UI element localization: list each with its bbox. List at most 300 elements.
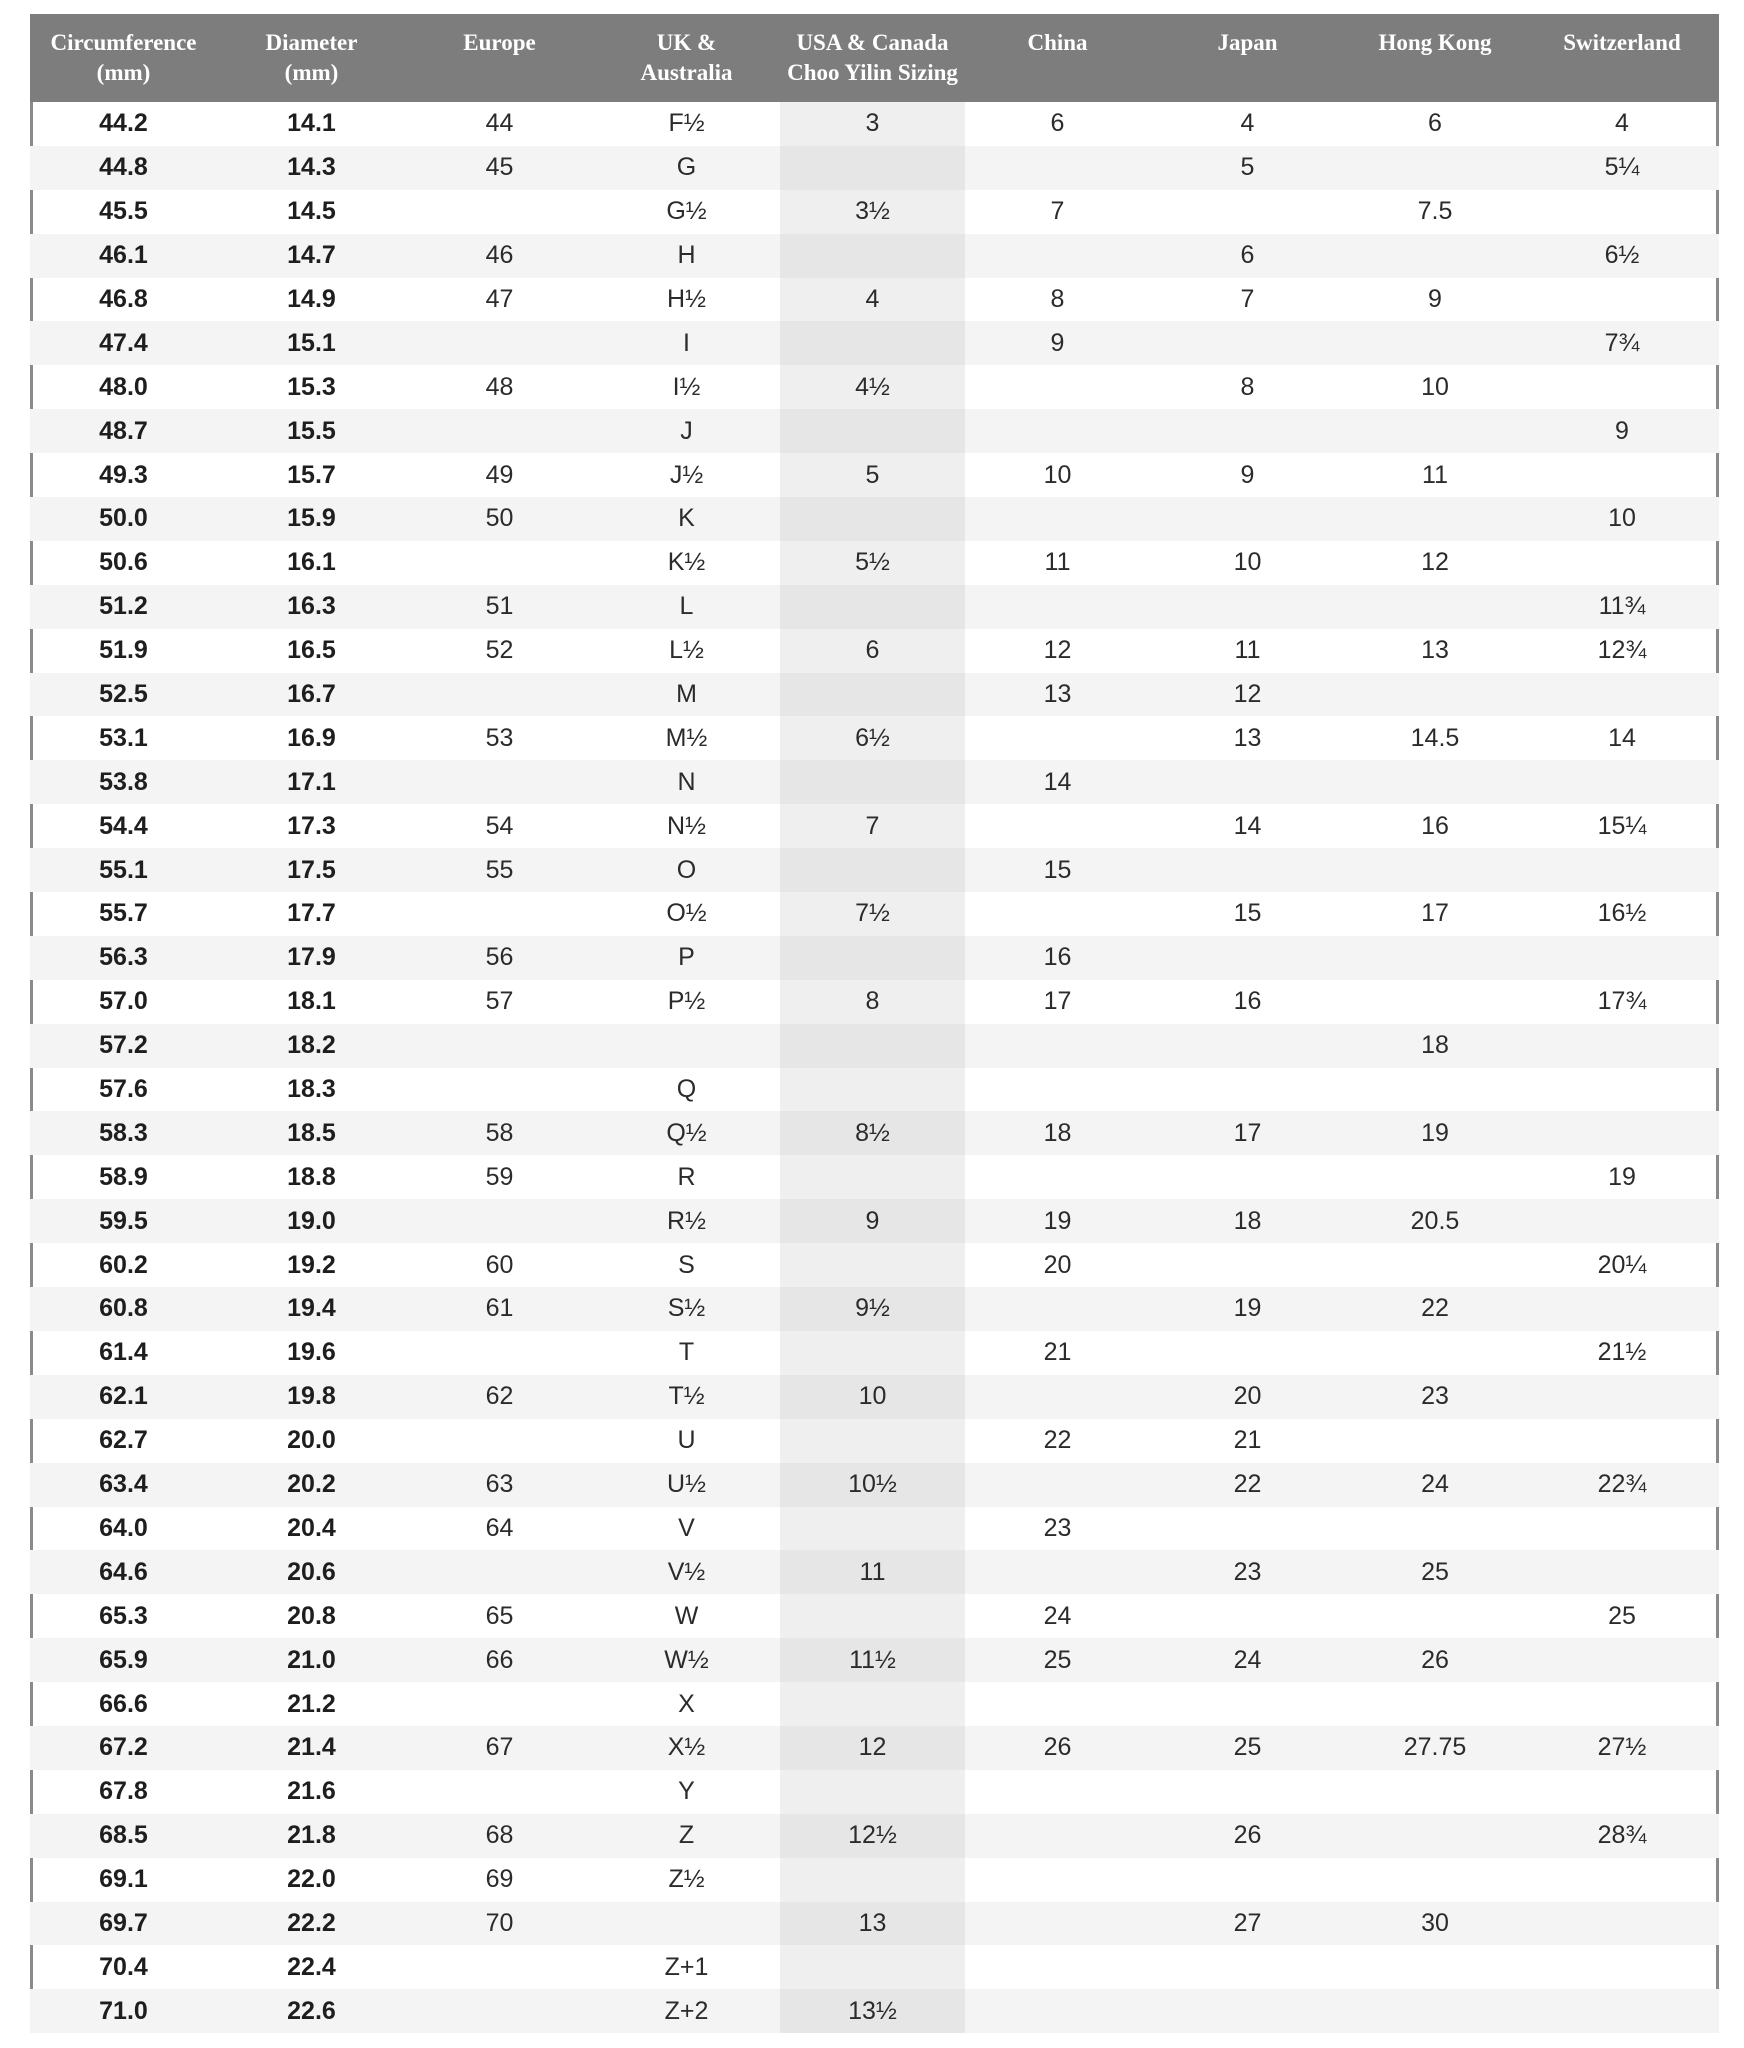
cell-europe: 52 — [485, 636, 514, 665]
cell-usa-canada: 7 — [780, 804, 965, 848]
cell-japan — [1150, 1989, 1345, 2033]
cell-circumference: 69.1 — [99, 1865, 148, 1894]
cell-circumference: 60.2 — [99, 1250, 148, 1279]
cell-switzerland — [1525, 1111, 1719, 1155]
cell-switzerland: 6½ — [1525, 234, 1719, 278]
cell-hong-kong — [1345, 1858, 1525, 1902]
cell-japan: 9 — [1240, 460, 1255, 489]
cell-hong-kong: 7.5 — [1417, 197, 1453, 226]
cell-circumference: 50.6 — [99, 548, 148, 577]
cell-uk-australia: J½ — [669, 460, 704, 489]
cell-uk-australia: V½ — [593, 1550, 780, 1594]
column-header-line1: China — [1027, 30, 1088, 55]
cell-europe: 62 — [406, 1375, 593, 1419]
cell-japan — [1150, 1858, 1345, 1902]
cell-usa-canada — [780, 146, 965, 190]
cell-circumference: 65.9 — [30, 1638, 217, 1682]
cell-circumference: 52.5 — [30, 673, 217, 717]
cell-japan: 19 — [1150, 1287, 1345, 1331]
cell-switzerland — [1525, 1858, 1719, 1902]
cell-europe — [406, 1945, 593, 1989]
cell-europe — [406, 409, 593, 453]
cell-hong-kong: 10 — [1421, 372, 1449, 401]
cell-diameter: 17.5 — [217, 848, 406, 892]
cell-usa-canada — [780, 321, 965, 365]
cell-circumference: 64.0 — [99, 1513, 148, 1542]
cell-uk-australia: T½ — [593, 1375, 780, 1419]
ring-size-chart — [30, 14, 1719, 2033]
cell-usa-canada: 8 — [780, 980, 965, 1024]
cell-hong-kong: 12 — [1421, 548, 1449, 577]
cell-diameter: 16.3 — [217, 585, 406, 629]
cell-diameter: 18.2 — [217, 1024, 406, 1068]
table-body — [30, 102, 1719, 2033]
cell-hong-kong: 24 — [1345, 1463, 1525, 1507]
cell-uk-australia: Z+2 — [593, 1989, 780, 2033]
cell-uk-australia: S½ — [593, 1287, 780, 1331]
cell-hong-kong: 11 — [1422, 460, 1448, 489]
cell-usa-canada — [780, 497, 965, 541]
cell-circumference: 45.5 — [99, 197, 148, 226]
column-header-line1: UK & — [656, 30, 717, 55]
cell-uk-australia: P — [593, 936, 780, 980]
table-row — [30, 804, 1719, 848]
cell-japan: 14 — [1233, 811, 1262, 840]
cell-circumference: 67.2 — [30, 1726, 217, 1770]
cell-japan: 20 — [1150, 1375, 1345, 1419]
cell-diameter: 15.9 — [217, 497, 406, 541]
cell-hong-kong: 25 — [1345, 1550, 1525, 1594]
cell-japan: 22 — [1150, 1463, 1345, 1507]
cell-europe — [406, 1068, 593, 1112]
cell-circumference: 51.2 — [30, 585, 217, 629]
cell-diameter: 21.4 — [217, 1726, 406, 1770]
cell-diameter: 14.7 — [217, 234, 406, 278]
cell-japan — [1150, 848, 1345, 892]
cell-china: 15 — [965, 848, 1150, 892]
cell-europe: 53 — [485, 723, 514, 752]
table-row — [30, 453, 1719, 497]
cell-europe: 67 — [406, 1726, 593, 1770]
cell-hong-kong — [1345, 1594, 1525, 1638]
cell-usa-canada — [780, 1243, 965, 1287]
cell-switzerland: 12¾ — [1597, 636, 1647, 665]
cell-china — [965, 1155, 1150, 1199]
table-row — [30, 409, 1719, 453]
cell-usa-canada — [780, 1858, 965, 1902]
cell-europe: 49 — [485, 460, 514, 489]
cell-usa-canada — [780, 234, 965, 278]
cell-china: 19 — [965, 1199, 1150, 1243]
cell-uk-australia: W — [674, 1601, 699, 1630]
cell-europe — [406, 1419, 593, 1463]
column-header-line1: Hong Kong — [1378, 30, 1492, 55]
cell-japan: 23 — [1150, 1550, 1345, 1594]
cell-switzerland: 20¼ — [1597, 1250, 1647, 1279]
cell-europe: 56 — [406, 936, 593, 980]
cell-china: 10 — [1043, 460, 1072, 489]
cell-china: 9 — [965, 321, 1150, 365]
cell-china — [965, 1858, 1150, 1902]
table-row — [30, 1682, 1719, 1726]
cell-diameter: 14.3 — [217, 146, 406, 190]
cell-hong-kong: 26 — [1345, 1638, 1525, 1682]
cell-switzerland — [1525, 1068, 1719, 1112]
cell-circumference: 46.8 — [99, 285, 148, 313]
cell-japan — [1150, 1243, 1345, 1287]
cell-switzerland — [1525, 673, 1719, 717]
cell-circumference: 64.6 — [30, 1550, 217, 1594]
cell-hong-kong — [1345, 760, 1525, 804]
cell-usa-canada: 5½ — [780, 541, 965, 585]
cell-circumference: 58.9 — [99, 1162, 148, 1191]
cell-switzerland: 11¾ — [1525, 585, 1719, 629]
cell-china: 16 — [965, 936, 1150, 980]
cell-europe: 57 — [485, 987, 514, 1016]
cell-circumference: 55.7 — [99, 899, 148, 928]
cell-japan: 4 — [1240, 109, 1255, 138]
cell-switzerland: 19 — [1608, 1162, 1636, 1191]
cell-hong-kong: 9 — [1428, 285, 1442, 313]
cell-japan — [1150, 1682, 1345, 1726]
cell-uk-australia: Z+1 — [664, 1952, 709, 1981]
cell-hong-kong: 6 — [1428, 109, 1442, 138]
cell-circumference: 53.8 — [30, 760, 217, 804]
cell-europe: 50 — [406, 497, 593, 541]
cell-circumference: 61.4 — [99, 1338, 148, 1367]
cell-usa-canada: 8½ — [780, 1111, 965, 1155]
cell-circumference: 49.3 — [99, 460, 148, 489]
cell-switzerland — [1525, 1550, 1719, 1594]
table-row — [30, 936, 1719, 980]
cell-uk-australia: L — [593, 585, 780, 629]
cell-switzerland — [1525, 278, 1719, 322]
cell-china — [965, 585, 1150, 629]
cell-usa-canada: 12 — [780, 1726, 965, 1770]
cell-hong-kong: 19 — [1345, 1111, 1525, 1155]
cell-uk-australia: N½ — [667, 811, 706, 840]
table-row — [30, 1024, 1719, 1068]
cell-hong-kong — [1345, 497, 1525, 541]
cell-diameter: 17.9 — [217, 936, 406, 980]
column-header-china — [965, 14, 1150, 102]
cell-diameter: 17.1 — [217, 760, 406, 804]
cell-diameter: 20.2 — [217, 1463, 406, 1507]
cell-japan — [1150, 760, 1345, 804]
cell-china — [965, 1024, 1150, 1068]
cell-usa-canada: 3½ — [780, 190, 965, 234]
cell-switzerland — [1525, 365, 1719, 409]
table-row — [30, 1068, 1719, 1112]
cell-circumference: 66.6 — [99, 1689, 148, 1718]
cell-japan: 7 — [1240, 285, 1255, 313]
table-row — [30, 146, 1719, 190]
cell-uk-australia: Q — [676, 1075, 697, 1104]
cell-europe — [406, 321, 593, 365]
column-header-circumference — [30, 14, 217, 102]
table-row — [30, 1463, 1719, 1507]
cell-china — [965, 1550, 1150, 1594]
cell-usa-canada: 4½ — [780, 365, 965, 409]
cell-switzerland: 15¼ — [1597, 811, 1647, 840]
cell-usa-canada — [780, 585, 965, 629]
cell-switzerland — [1525, 190, 1719, 234]
cell-china — [965, 1682, 1150, 1726]
table-row — [30, 760, 1719, 804]
table-row — [30, 1550, 1719, 1594]
cell-hong-kong — [1345, 1989, 1525, 2033]
cell-japan: 13 — [1233, 723, 1262, 752]
cell-hong-kong: 22 — [1345, 1287, 1525, 1331]
table-row — [30, 1287, 1719, 1331]
cell-switzerland — [1525, 453, 1719, 497]
cell-uk-australia: H½ — [667, 285, 706, 313]
cell-china — [965, 409, 1150, 453]
cell-europe: 46 — [406, 234, 593, 278]
cell-china: 21 — [1043, 1338, 1072, 1367]
cell-usa-canada — [780, 1068, 965, 1112]
cell-usa-canada: 9 — [780, 1199, 965, 1243]
cell-diameter: 21.2 — [287, 1689, 336, 1718]
cell-uk-australia: Y — [678, 1777, 695, 1806]
cell-usa-canada — [780, 848, 965, 892]
cell-diameter: 19.2 — [287, 1250, 336, 1279]
cell-diameter: 20.6 — [217, 1550, 406, 1594]
cell-uk-australia — [593, 1902, 780, 1946]
cell-circumference: 44.2 — [99, 109, 148, 138]
cell-china: 12 — [1043, 636, 1072, 665]
cell-circumference: 46.1 — [30, 234, 217, 278]
cell-europe: 51 — [406, 585, 593, 629]
cell-switzerland — [1525, 1419, 1719, 1463]
column-header-usa-canada — [780, 14, 965, 102]
table-row — [30, 1243, 1719, 1287]
cell-europe: 69 — [485, 1865, 514, 1894]
cell-usa-canada — [780, 1155, 965, 1199]
cell-diameter: 16.5 — [287, 636, 336, 665]
table-row — [30, 1331, 1719, 1375]
cell-europe: 68 — [406, 1814, 593, 1858]
cell-hong-kong — [1345, 409, 1525, 453]
ring-size-table — [30, 14, 1719, 2033]
cell-circumference: 59.5 — [30, 1199, 217, 1243]
cell-china: 14 — [965, 760, 1150, 804]
cell-china — [965, 1770, 1150, 1814]
cell-diameter: 18.8 — [287, 1162, 336, 1191]
cell-uk-australia: V — [678, 1513, 695, 1542]
cell-usa-canada — [780, 1770, 965, 1814]
cell-switzerland: 5¼ — [1525, 146, 1719, 190]
cell-diameter: 14.1 — [287, 109, 336, 138]
cell-switzerland — [1525, 1682, 1719, 1726]
cell-china: 17 — [1043, 987, 1072, 1016]
column-header-europe — [406, 14, 593, 102]
cell-europe — [406, 760, 593, 804]
table-row — [30, 716, 1719, 760]
cell-diameter: 18.3 — [287, 1075, 336, 1104]
column-header-line2: Choo Yilin Sizing — [787, 60, 958, 85]
cell-hong-kong — [1345, 1419, 1525, 1463]
cell-china — [965, 1463, 1150, 1507]
cell-china: 6 — [1050, 109, 1065, 138]
cell-uk-australia: X — [678, 1689, 695, 1718]
cell-china — [965, 1814, 1150, 1858]
cell-uk-australia: Z — [593, 1814, 780, 1858]
table-row — [30, 1770, 1719, 1814]
cell-circumference: 54.4 — [99, 811, 148, 840]
cell-japan — [1150, 190, 1345, 234]
cell-usa-canada — [780, 673, 965, 717]
cell-diameter: 15.7 — [287, 460, 336, 489]
cell-china: 20 — [1043, 1250, 1072, 1279]
cell-china: 22 — [1043, 1426, 1072, 1455]
cell-japan: 27 — [1150, 1902, 1345, 1946]
cell-china: 13 — [965, 673, 1150, 717]
cell-circumference: 70.4 — [99, 1952, 148, 1981]
cell-europe: 65 — [485, 1601, 514, 1630]
cell-japan — [1150, 1331, 1345, 1375]
cell-japan — [1150, 1068, 1345, 1112]
cell-japan: 10 — [1233, 548, 1262, 577]
cell-japan: 15 — [1233, 899, 1262, 928]
cell-circumference: 58.3 — [30, 1111, 217, 1155]
cell-switzerland — [1525, 1287, 1719, 1331]
cell-uk-australia: U — [677, 1426, 696, 1455]
cell-uk-australia: G½ — [666, 197, 707, 226]
cell-europe: 61 — [406, 1287, 593, 1331]
cell-circumference: 67.8 — [99, 1777, 148, 1806]
cell-europe: 70 — [406, 1902, 593, 1946]
cell-hong-kong — [1345, 1068, 1525, 1112]
cell-europe: 48 — [485, 372, 514, 401]
cell-japan — [1150, 1770, 1345, 1814]
column-header-line1: Switzerland — [1563, 30, 1681, 55]
cell-hong-kong — [1345, 146, 1525, 190]
cell-uk-australia: X½ — [593, 1726, 780, 1770]
table-row — [30, 673, 1719, 717]
cell-japan: 16 — [1233, 987, 1262, 1016]
cell-uk-australia: I — [593, 321, 780, 365]
cell-switzerland: 17¾ — [1597, 987, 1647, 1016]
column-header-line2: (mm) — [96, 60, 151, 85]
cell-switzerland — [1525, 1638, 1719, 1682]
cell-uk-australia: K — [593, 497, 780, 541]
column-header-switzerland — [1525, 14, 1719, 102]
table-row — [30, 1989, 1719, 2033]
table-row — [30, 1814, 1719, 1858]
cell-uk-australia: U½ — [593, 1463, 780, 1507]
cell-hong-kong: 30 — [1345, 1902, 1525, 1946]
cell-usa-canada: 11 — [780, 1550, 965, 1594]
cell-circumference: 69.7 — [30, 1902, 217, 1946]
cell-uk-australia: L½ — [669, 636, 704, 665]
cell-diameter: 15.5 — [217, 409, 406, 453]
cell-switzerland — [1525, 1989, 1719, 2033]
cell-uk-australia: R — [677, 1162, 696, 1191]
cell-usa-canada — [780, 1331, 965, 1375]
cell-switzerland — [1525, 936, 1719, 980]
cell-usa-canada: 12½ — [780, 1814, 965, 1858]
cell-japan: 25 — [1150, 1726, 1345, 1770]
cell-hong-kong — [1345, 1331, 1525, 1375]
cell-uk-australia: R½ — [593, 1199, 780, 1243]
cell-uk-australia: W½ — [593, 1638, 780, 1682]
cell-europe — [406, 1024, 593, 1068]
cell-china — [965, 497, 1150, 541]
cell-japan — [1150, 1945, 1345, 1989]
cell-usa-canada — [780, 1419, 965, 1463]
cell-uk-australia: O½ — [666, 899, 707, 928]
table-row — [30, 1945, 1719, 1989]
cell-china — [965, 716, 1150, 760]
table-row — [30, 1199, 1719, 1243]
cell-uk-australia: M½ — [665, 723, 708, 752]
cell-japan: 11 — [1234, 636, 1261, 665]
cell-usa-canada: 4 — [780, 278, 965, 322]
table-row — [30, 541, 1719, 585]
cell-japan: 26 — [1150, 1814, 1345, 1858]
cell-japan: 24 — [1150, 1638, 1345, 1682]
cell-uk-australia: T — [678, 1338, 695, 1367]
cell-hong-kong: 18 — [1345, 1024, 1525, 1068]
cell-uk-australia: I½ — [672, 372, 701, 401]
cell-hong-kong: 13 — [1421, 636, 1449, 665]
cell-china — [965, 1375, 1150, 1419]
cell-diameter: 22.6 — [217, 1989, 406, 2033]
column-header-line2: Australia — [640, 60, 733, 85]
cell-hong-kong — [1345, 1243, 1525, 1287]
cell-europe — [406, 1682, 593, 1726]
cell-switzerland — [1525, 848, 1719, 892]
cell-switzerland: 22¾ — [1525, 1463, 1719, 1507]
table-row — [30, 1638, 1719, 1682]
table-row — [30, 1858, 1719, 1902]
cell-diameter: 14.9 — [287, 285, 336, 313]
cell-japan — [1150, 1507, 1345, 1551]
cell-china — [965, 1945, 1150, 1989]
cell-circumference: 57.0 — [99, 987, 148, 1016]
cell-usa-canada — [780, 1024, 965, 1068]
cell-circumference: 50.0 — [30, 497, 217, 541]
column-header-line1: USA & Canada — [796, 30, 949, 55]
cell-switzerland: 10 — [1525, 497, 1719, 541]
cell-diameter: 22.0 — [287, 1865, 336, 1894]
cell-china — [965, 146, 1150, 190]
cell-china — [965, 892, 1150, 936]
cell-circumference: 65.3 — [99, 1601, 148, 1630]
cell-europe — [406, 1989, 593, 2033]
cell-diameter: 22.2 — [217, 1902, 406, 1946]
cell-hong-kong — [1345, 673, 1525, 717]
cell-europe — [406, 1770, 593, 1814]
cell-diameter: 20.4 — [287, 1513, 336, 1542]
cell-hong-kong — [1345, 936, 1525, 980]
column-header-line1: Japan — [1217, 30, 1278, 55]
cell-uk-australia: N — [593, 760, 780, 804]
cell-hong-kong: 17 — [1421, 899, 1449, 928]
cell-europe: 45 — [406, 146, 593, 190]
cell-circumference: 71.0 — [30, 1989, 217, 2033]
cell-switzerland: 21½ — [1597, 1338, 1647, 1367]
cell-japan — [1150, 409, 1345, 453]
cell-hong-kong — [1345, 585, 1525, 629]
cell-china: 11 — [1044, 548, 1071, 577]
cell-switzerland — [1525, 1507, 1719, 1551]
cell-usa-canada: 9½ — [780, 1287, 965, 1331]
cell-switzerland — [1525, 1199, 1719, 1243]
cell-hong-kong: 20.5 — [1345, 1199, 1525, 1243]
cell-usa-canada: 13 — [780, 1902, 965, 1946]
